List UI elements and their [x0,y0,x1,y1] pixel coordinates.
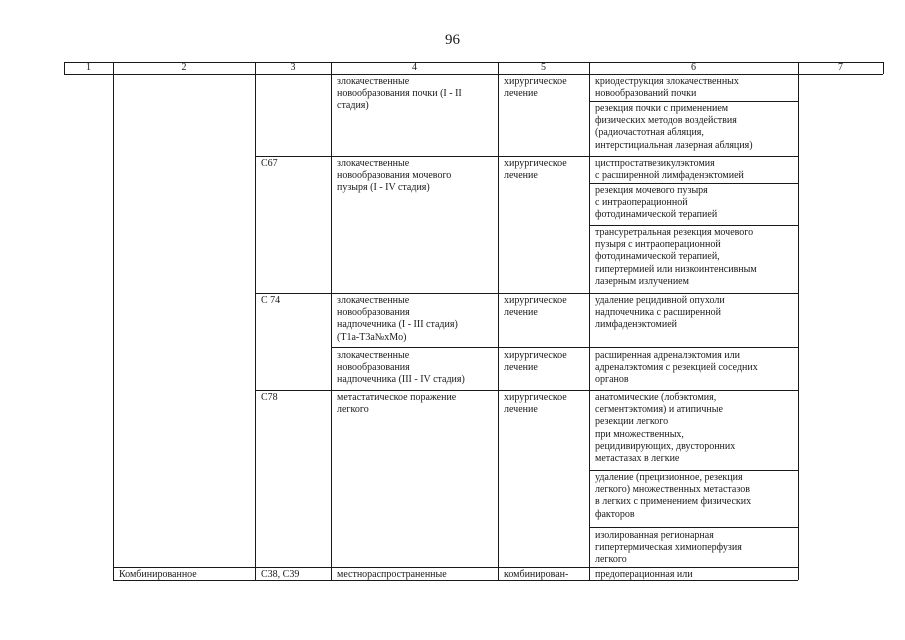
header-col-5: 5 [541,62,546,73]
row-divider-kidney-bladder [255,156,798,157]
adrenal-2-method-1: расширенная адреналэктомия или адреналэктомия с резекцией соседних органов [595,350,758,386]
lung-method-1: анатомические (лобэктомия, сегментэктомия) и атипичные резекции легкого при множественных, рецидивирующих, двусторонних метастазах в легкие [595,392,736,465]
header-col-4: 4 [412,62,417,73]
row-divider-lung-method-1 [589,470,798,471]
col-border-1-2 [113,62,114,580]
col-border-right [883,62,884,74]
adrenal-1-treatment-type: хирургическое лечение [504,295,567,319]
combined-code: C38, C39 [261,569,300,580]
row-divider-adrenal-1-2 [331,347,798,348]
kidney-diagnosis: злокачественные новообразования почки (I - II стадия) [337,76,462,112]
row-divider-kidney-methods [589,101,798,102]
combined-category: Комбинированное [119,569,197,580]
row-divider-bladder-adrenal [255,293,798,294]
header-col-2: 2 [181,62,187,73]
combined-diagnosis: местнораспространенные [337,569,447,580]
row-divider-lung-method-2 [589,527,798,528]
kidney-method-1: криодеструкция злокачественных новообразований почки [595,76,739,100]
header-col-6: 6 [691,62,696,73]
lung-diagnosis: метастатическое поражение легкого [337,392,457,416]
col-border-5-6 [589,62,590,580]
bladder-method-1: цистпростатвезикулэктомия с расширенной лимфаденэктомией [595,158,744,182]
col-border-3-4 [331,62,332,580]
header-col-3: 3 [290,62,296,73]
lung-treatment-type: хирургическое лечение [504,392,567,416]
bladder-diagnosis: злокачественные новообразования мочевого пузыря (I - IV стадия) [337,158,452,194]
adrenal-code: C 74 [261,295,281,306]
lung-method-3: изолированная регионарная гипертермическая химиоперфузия легкого [595,530,742,566]
col-border-6-7 [798,62,799,580]
bladder-method-2: резекция мочевого пузыря с интраоперационной фотодинамической терапией [595,185,718,221]
combined-method-1: предоперационная или [595,569,693,580]
col-border-4-5 [498,62,499,580]
col-border-2-3 [255,62,256,580]
adrenal-1-method-1: удаление рецидивной опухоли надпочечника с расширенной лимфаденэктомией [595,295,725,331]
bladder-code: C67 [261,158,278,169]
kidney-treatment-type: хирургическое лечение [504,76,567,100]
lung-method-2: удаление (прецизионное, резекция легкого) множественных метастазов в легких с применением физических факторов [595,472,752,520]
adrenal-2-treatment-type: хирургическое лечение [504,350,567,374]
bladder-treatment-type: хирургическое лечение [504,158,567,182]
row-divider-lung-combined [113,567,798,568]
combined-treatment-type: комбинирован- [504,569,569,580]
header-col-7: 7 [838,62,843,73]
row-divider-adrenal-lung [255,390,798,391]
header-bottom-border [64,74,883,75]
lung-code: C78 [261,392,278,403]
row-divider-bladder-method-1 [589,183,798,184]
bladder-method-3: трансуретральная резекция мочевого пузыря с интраоперационной фотодинамической терапией, гипертермией или низкоинтенсивным лазерным излучением [595,227,757,287]
kidney-method-2: резекция почки с применением физических методов воздействия (радиочастотная абляция, интерстициальная лазерная абляция) [595,103,753,151]
row-divider-bladder-method-2 [589,225,798,226]
header-col-1: 1 [86,62,91,73]
adrenal-2-diagnosis: злокачественные новообразования надпочечника (III - IV стадия) [337,350,465,386]
adrenal-1-diagnosis: злокачественные новообразования надпочечника (I - III стадия) (T1a-T3a№хMo) [337,295,458,343]
page-number: 96 [445,32,460,48]
